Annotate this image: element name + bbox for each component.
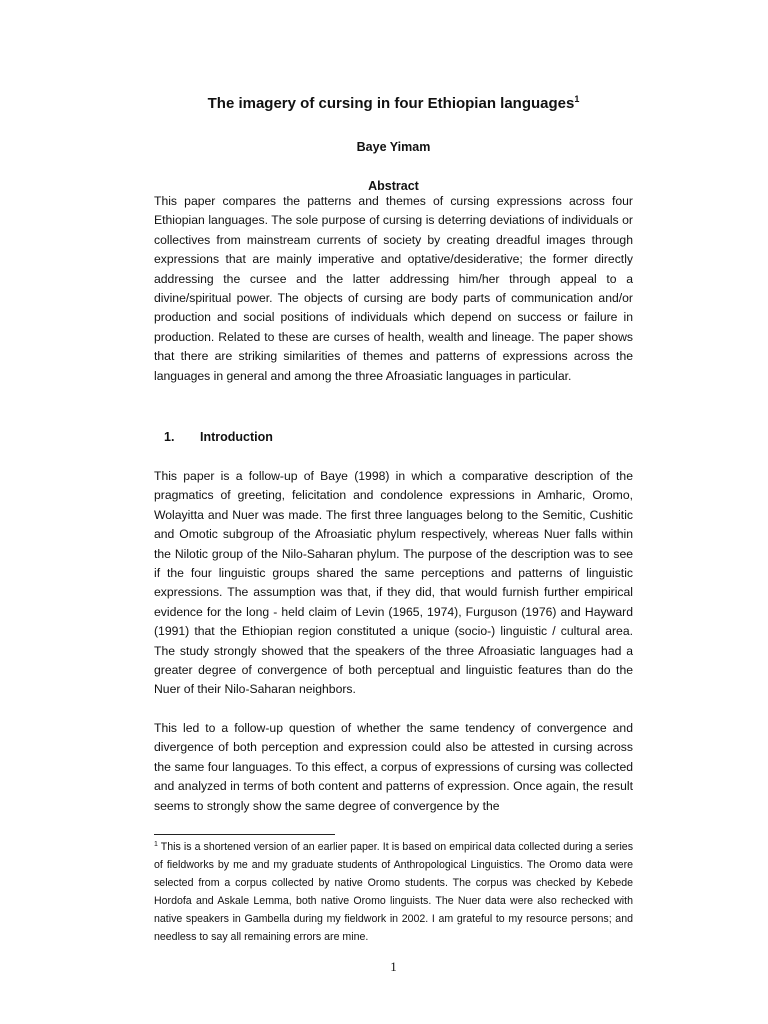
paper-title-text: The imagery of cursing in four Ethiopian languages [207,95,575,112]
page-number: 1 [390,959,397,974]
section-number: 1. [164,430,175,444]
title-footnote-marker[interactable]: 1 [574,94,580,104]
abstract-text: This paper compares the patterns and themes of cursing expressions across four Ethiopian languages. The sole purpose of cursing is deterring deviations of individuals or collectives from mainstream currents of society by creating dreadful images through expressions that are mainly imperative and optative/desiderative; the former directly addressing the cursee and the latter addressing him/her through appeal to a divine/spiritual power. The objects of cursing are body parts of communication and/or production and social positions of individuals which depend on success or failure in production. Related to these are curses of health, wealth and lineage. The paper shows that there are striking similarities of themes and patterns of expressions across the languages in general and among the three Afroasiatic languages in particular. [154,194,633,383]
introduction-paragraph-2: This led to a follow-up question of whether the same tendency of convergence and divergence of both perception and expression could also be attested in cursing across the same four languages. To this effect, a corpus of expressions of cursing was collected and analyzed in terms of both content and patterns of expression. Once again, the result seems to strongly show the same degree of convergence by the [154,721,633,813]
abstract-heading: Abstract [368,179,419,193]
footnote-text: This is a shortened version of an earlier paper. It is based on empirical data collected during a series of fieldworks by me and my graduate students of Anthropological Linguistics. The Oromo data were selected from a corpus collected by native Oromo students. The corpus was checked by Kebede Hordofa and Askale Lemma, both native Oromo linguists. The Nuer data were also rechecked with native speakers in Gambella during my fieldwork in 2002. I am grateful to my resource persons; and needless to say all remaining errors are mine. [154,841,633,943]
author-name: Baye Yimam [356,140,431,154]
paper-title [154,94,633,114]
section-title: Introduction [200,430,273,444]
document-page [154,0,633,1024]
footnote-separator [154,834,335,835]
footnote-marker: 1 [154,841,158,848]
section-heading-introduction [164,428,273,446]
footnote [154,838,633,946]
introduction-paragraph-1: This paper is a follow-up of Baye (1998) in which a comparative description of the pragmatics of greeting, felicitation and condolence expressions in Amharic, Oromo, Wolayitta and Nuer was made. The first three languages belong to the Semitic, Cushitic and Omotic subgroup of the Afroasiatic phylum respectively, whereas Nuer falls within the Nilotic group of the Nilo-Saharan phylum. The purpose of the description was to see if the four linguistic groups shared the same perceptions and patterns of linguistic expressions. The assumption was that, if they did, that would furnish further empirical evidence for the long - held claim of Levin (1965, 1974), Furguson (1976) and Hayward (1991) that the Ethiopian region constituted a unique (socio-) linguistic / cultural area. The study strongly showed that the speakers of the three Afroasiatic languages had a greater degree of convergence of both perceptual and linguistic features than do the Nuer of their Nilo-Saharan neighbors. [154,469,633,697]
